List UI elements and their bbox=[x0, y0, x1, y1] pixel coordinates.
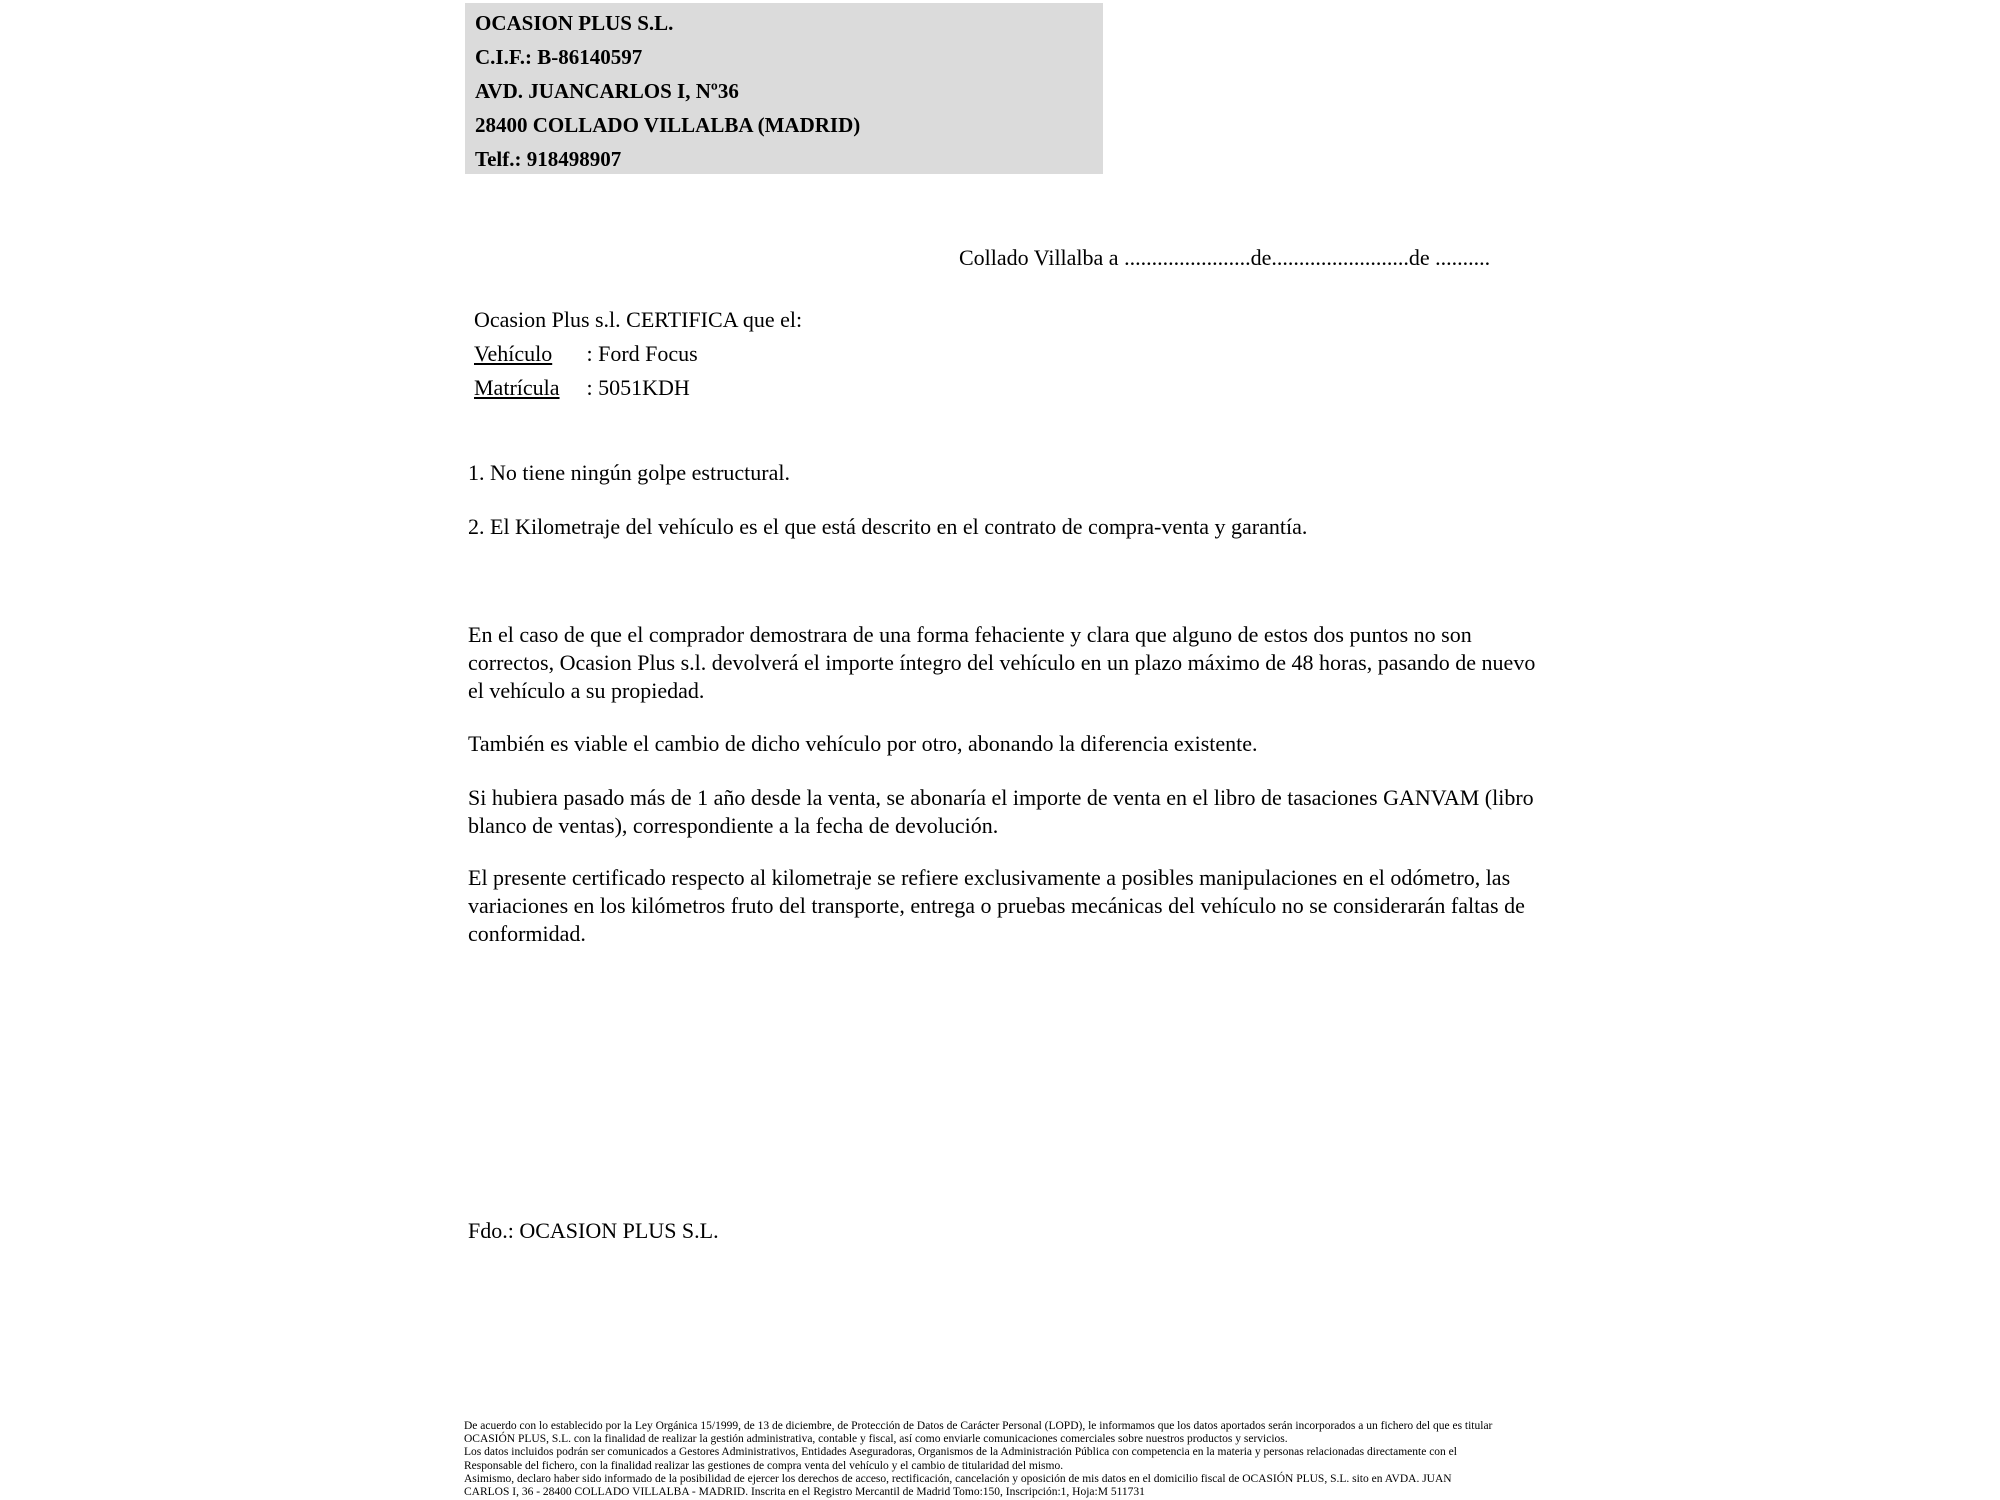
refund-paragraph: En el caso de que el comprador demostrara de una forma fehaciente y clara que alguno de estos dos puntos no son correctos, Ocasion Plus s.l. devolverá el importe íntegro del vehículo en un plazo máximo de 48 horas, pasando de nuevo el vehículo a su propiedad. bbox=[468, 622, 1536, 703]
plate-value: : 5051KDH bbox=[586, 375, 690, 400]
exchange-paragraph: También es viable el cambio de dicho vehículo por otro, abonando la diferencia existente. bbox=[468, 731, 1258, 756]
legal-line: De acuerdo con lo establecido por la Ley Orgánica 15/1999, de 13 de diciembre, de Protección de Datos de Carácter Personal (LOPD), le informamos que los datos aportados serán incorporados a un fichero del que es titular bbox=[464, 1420, 1493, 1432]
certification-intro: Ocasion Plus s.l. CERTIFICA que el: bbox=[474, 307, 803, 332]
odometer-paragraph: El presente certificado respecto al kilometraje se refiere exclusivamente a posibles manipulaciones en el odómetro, las variaciones en los kilómetros fruto del transporte, entrega o pruebas mecánicas del vehículo no se considerarán faltas de conformidad. bbox=[468, 865, 1525, 946]
plate-label: Matrícula bbox=[474, 375, 560, 400]
company-header-box bbox=[465, 3, 1103, 174]
company-address: AVD. JUANCARLOS I, Nº36 bbox=[475, 79, 739, 103]
certified-point-2: 2. El Kilometraje del vehículo es el que está descrito en el contrato de compra-venta y garantía. bbox=[468, 514, 1308, 539]
vehicle-value: : Ford Focus bbox=[586, 341, 698, 366]
vehicle-label: Vehículo bbox=[474, 341, 553, 366]
company-phone: Telf.: 918498907 bbox=[475, 147, 622, 171]
legal-line: Responsable del fichero, con la finalidad realizar las gestiones de compra venta del vehículo y el cambio de titularidad del mismo. bbox=[464, 1459, 1064, 1472]
legal-line: Asimismo, declaro haber sido informado de la posibilidad de ejercer los derechos de acceso, rectificación, cancelación y oposición de mis datos en el domicilio fiscal de OCASIÓN PLUS, S.L. sito en AVDA. JUAN bbox=[464, 1472, 1452, 1485]
legal-line: OCASIÓN PLUS, S.L. con la finalidad de realizar la gestión administrativa, contable y fiscal, así como enviarle comunicaciones comerciales sobre nuestros productos y servicios. bbox=[464, 1433, 1288, 1446]
company-city: 28400 COLLADO VILLALBA (MADRID) bbox=[475, 113, 861, 137]
company-name: OCASION PLUS S.L. bbox=[475, 11, 674, 35]
ganvam-paragraph: Si hubiera pasado más de 1 año desde la venta, se abonaría el importe de venta en el libro de tasaciones GANVAM (libro blanco de ventas), correspondiente a la fecha de devolución. bbox=[468, 785, 1534, 838]
plate-row bbox=[474, 371, 802, 405]
date-fill-in-line: Collado Villalba a .......................de.........................de .......... bbox=[959, 245, 1491, 270]
legal-line: Los datos incluidos podrán ser comunicados a Gestores Administrativos, Entidades Aseguradoras, Organismos de la Administración Pública con competencia en la materia y personas relacionadas directamente con el bbox=[464, 1446, 1457, 1459]
certification-block bbox=[474, 303, 802, 405]
legal-footer bbox=[464, 1420, 1574, 1499]
legal-line: CARLOS I, 36 - 28400 COLLADO VILLALBA - MADRID. Inscrita en el Registro Mercantil de Madrid Tomo:150, Inscripción:1, Hoja:M 511731 bbox=[464, 1486, 1145, 1499]
signature-line: Fdo.: OCASION PLUS S.L. bbox=[468, 1218, 719, 1243]
vehicle-row bbox=[474, 337, 802, 371]
company-cif: C.I.F.: B-86140597 bbox=[475, 45, 643, 69]
certified-point-1: 1. No tiene ningún golpe estructural. bbox=[468, 460, 790, 485]
